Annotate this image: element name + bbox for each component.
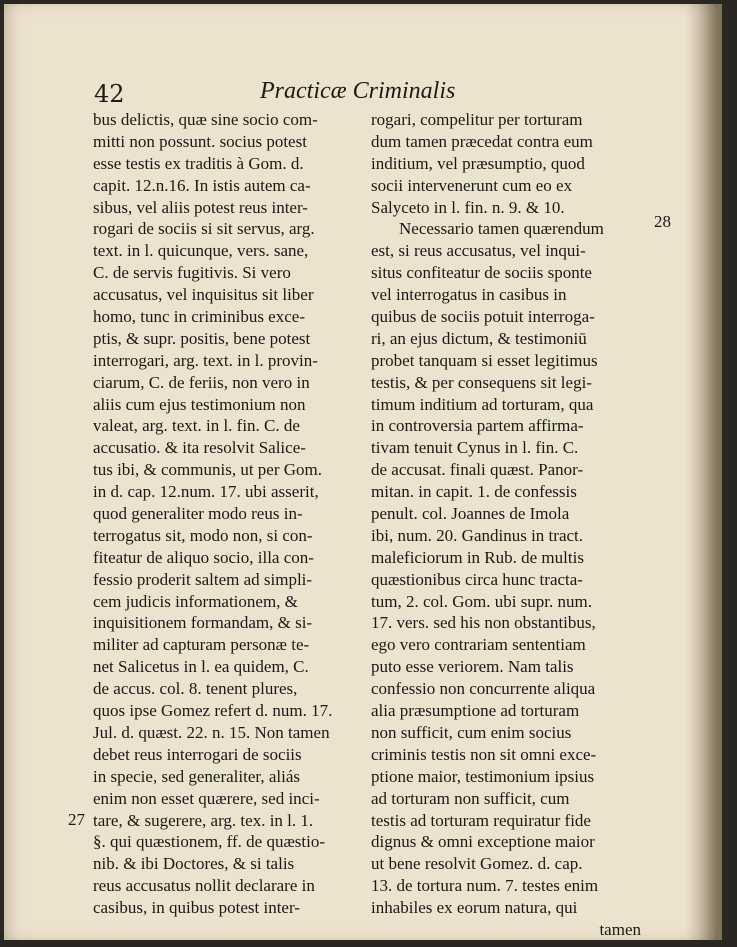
text-line: dignus & omni exceptione maior [371,832,595,852]
text-line: rogari de sociis si sit servus, arg. [93,219,315,239]
text-line: testis, & per consequens sit legi- [371,372,592,392]
text-line: Salyceto in l. fin. n. 9. & 10. [371,197,565,217]
text-line: accusatio. & ita resolvit Salice- [93,438,306,458]
text-line: cem judicis informationem, & [93,591,298,611]
margin-note-left: 27 [68,810,85,829]
text-line: militer ad capturam personæ te- [93,635,310,655]
text-line: quibus de sociis potuit interroga- [371,307,595,327]
text-line: non sufficit, cum enim socius [371,722,572,742]
text-line: casibus, in quibus potest inter- [93,898,300,918]
text-line: criminis testis non sit omni exce- [371,744,597,764]
text-line: valeat, arg. text. in l. fin. C. de [93,416,300,436]
text-line: inquisitionem formandam, & si- [93,613,313,633]
running-title: Practicæ Criminalis [260,78,456,104]
text-line: capit. 12.n.16. In istis autem ca- [93,175,311,195]
text-line: timum inditium ad torturam, qua [371,394,594,414]
text-line: est, si reus accusatus, vel inqui- [371,241,586,261]
text-line: ciarum, C. de feriis, non vero in [93,372,310,392]
text-line: socii intervenerunt cum eo ex [371,175,573,195]
text-line: quod generaliter modo reus in- [93,504,303,524]
text-line: fessio proderit saltem ad simpli- [93,569,313,589]
text-line: text. in l. quicunque, vers. sane, [93,241,309,261]
margin-note-right: 28 [654,212,671,231]
text-line: bus delictis, quæ sine socio com- [93,110,318,129]
book-page [4,4,722,940]
text-line: reus accusatus nollit declarare in [93,876,315,896]
text-line: 17. vers. sed his non obstantibus, [371,613,596,633]
text-line: ut bene resolvit Gomez. d. cap. [371,854,583,874]
text-line: terrogatus sit, modo non, si con- [93,525,313,545]
text-line: sibus, vel aliis potest reus inter- [93,197,308,217]
text-line: ibi, num. 20. Gandinus in tract. [371,525,584,545]
text-line: inhabiles ex eorum natura, qui [371,898,578,918]
text-line: in controversia partem affirma- [371,416,584,436]
right-column [371,109,641,940]
text-line: ri, an ejus dictum, & testimoniū [371,328,587,348]
text-line: §. qui quæstionem, ff. de quæstio- [93,832,326,852]
text-line: situs confiteatur de sociis sponte [371,263,592,283]
text-line: tamen [599,919,641,939]
text-line: quos ipse Gomez refert d. num. 17. [93,701,333,721]
text-line: rogari, compelitur per torturam [371,110,583,129]
text-line: Jul. d. quæst. 22. n. 15. Non tamen [93,722,330,742]
text-line: in d. cap. 12.num. 17. ubi asserit, [93,482,319,502]
text-line: penult. col. Joannes de Imola [371,504,570,524]
spine-shadow [686,4,722,940]
text-line: ego vero contrariam sententiam [371,635,586,655]
page-header [90,78,470,112]
text-line: maleficiorum in Rub. de multis [371,547,584,567]
text-line: mitan. in capit. 1. de confessis [371,482,577,502]
text-line: tum, 2. col. Gom. ubi supr. num. [371,591,592,611]
text-line: inditium, vel præsumptio, quod [371,153,585,173]
text-line: ad torturam non sufficit, cum [371,788,570,808]
text-line: net Salicetus in l. ea quidem, C. [93,657,309,677]
text-line: in specie, sed generaliter, aliás [93,766,301,786]
text-line: quæstionibus circa hunc tracta- [371,569,583,589]
text-line: ptione maior, testimonium ipsius [371,766,595,786]
text-line: mitti non possunt. socius potest [93,131,307,151]
page-number: 42 [94,80,125,108]
text-line: alia præsumptione ad torturam [371,701,580,721]
text-line: tare, & sugerere, arg. tex. in l. 1. [93,810,314,830]
text-line: ptis, & supr. positis, bene potest [93,328,311,348]
text-line: de accus. col. 8. tenent plures, [93,679,298,699]
text-line: tus ibi, & communis, ut per Gom. [93,460,323,480]
text-line: aliis cum ejus testimonium non [93,394,306,414]
text-line: debet reus interrogari de sociis [93,744,302,764]
text-line: nib. & ibi Doctores, & si talis [93,854,295,874]
text-line: puto esse veriorem. Nam talis [371,657,574,677]
text-line: interrogari, arg. text. in l. provin- [93,350,318,370]
text-line: tivam tenuit Cynus in l. fin. C. [371,438,579,458]
text-line: esse testis ex traditis à Gom. d. [93,153,304,173]
text-line: fiteatur de aliquo socio, illa con- [93,547,314,567]
text-line: de accusat. finali quæst. Panor- [371,460,584,480]
text-line: Necessario tamen quærendum [399,219,604,239]
text-line: probet tanquam si esset legitimus [371,350,598,370]
text-line: 13. de tortura num. 7. testes enim [371,876,599,896]
text-line: accusatus, vel inquisitus sit liber [93,285,314,305]
left-column [93,109,365,919]
text-line: C. de servis fugitivis. Si vero [93,263,291,283]
text-line: confessio non concurrente aliqua [371,679,596,699]
text-line: testis ad torturam requiratur fide [371,810,591,830]
text-line: enim non esset quærere, sed inci- [93,788,320,808]
text-line: homo, tunc in criminibus exce- [93,307,305,327]
text-line: vel interrogatus in casibus in [371,285,567,305]
text-line: dum tamen præcedat contra eum [371,131,593,151]
